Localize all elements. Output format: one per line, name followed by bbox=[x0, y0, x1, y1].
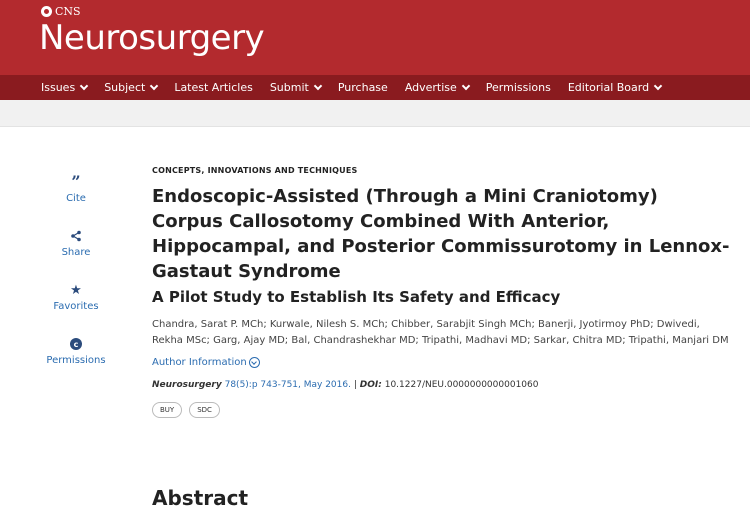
share-label: Share bbox=[61, 247, 91, 258]
chevron-down-icon bbox=[654, 82, 662, 90]
share-icon bbox=[70, 229, 82, 243]
access-tags bbox=[152, 402, 732, 418]
cite-label: Cite bbox=[66, 193, 86, 204]
buy-button[interactable]: BUY bbox=[152, 402, 182, 418]
author-information-toggle[interactable] bbox=[152, 357, 732, 368]
nav-label: Subject bbox=[104, 81, 146, 94]
nav-item-purchase[interactable] bbox=[338, 81, 388, 94]
nav-item-subject[interactable] bbox=[104, 81, 157, 94]
article-title: Endoscopic-Assisted (Through a Mini Craniotomy) Corpus Callosotomy Combined With Anterior, Hippocampal, and Posterior Commissurotomy in Lennox-Gastaut Syndrome bbox=[152, 186, 730, 282]
share-button[interactable] bbox=[40, 229, 112, 258]
main-nav bbox=[0, 75, 750, 100]
quote-icon: ” bbox=[71, 172, 81, 191]
author-list: Chandra, Sarat P. MCh; Kurwale, Nilesh S. MCh; Chibber, Sarabjit Singh MCh; Banerji, Jyotirmoy PhD; Dwivedi, Rekha MSc; Garg, Ajay MD; Bal, Chandrashekhar MD; Tripathi, Madhavi MD; Sarkar, Chitra MD; Tripathi, Manjari DM bbox=[152, 319, 729, 346]
star-icon: ★ bbox=[70, 282, 82, 298]
chevron-down-icon bbox=[314, 82, 322, 90]
nav-item-latest-articles[interactable] bbox=[174, 81, 253, 94]
article-tools bbox=[40, 172, 112, 391]
chevron-down-circle-icon bbox=[249, 357, 260, 368]
nav-item-editorial-board[interactable] bbox=[568, 81, 661, 94]
journal-name: Neurosurgery bbox=[152, 380, 222, 390]
nav-label: Submit bbox=[269, 81, 309, 94]
chevron-down-icon bbox=[150, 82, 158, 90]
nav-label: Editorial Board bbox=[567, 81, 650, 94]
article-section: CONCEPTS, INNOVATIONS AND TECHNIQUES bbox=[152, 166, 358, 175]
nav-label: Latest Articles bbox=[174, 81, 253, 94]
nav-item-submit[interactable] bbox=[270, 81, 321, 94]
citation-separator: | bbox=[353, 380, 357, 390]
society-name: CNS bbox=[55, 5, 81, 18]
doi-label: DOI: bbox=[359, 380, 382, 390]
copyright-icon: c bbox=[70, 337, 82, 351]
favorites-button[interactable] bbox=[40, 283, 112, 312]
permissions-button[interactable] bbox=[40, 337, 112, 366]
volume-link[interactable]: 78(5):p 743-751, May 2016. bbox=[224, 380, 351, 390]
nav-label: Advertise bbox=[404, 81, 457, 94]
sdc-button[interactable]: SDC bbox=[189, 402, 220, 418]
citation-line bbox=[152, 380, 732, 390]
society-logo[interactable] bbox=[41, 5, 81, 18]
site-header bbox=[0, 0, 750, 75]
nav-item-permissions[interactable] bbox=[486, 81, 551, 94]
cns-seal-icon bbox=[41, 6, 52, 17]
doi-value: 10.1227/NEU.0000000000001060 bbox=[384, 380, 539, 390]
article-subtitle: A Pilot Study to Establish Its Safety and Efficacy bbox=[152, 288, 561, 306]
favorites-label: Favorites bbox=[53, 301, 99, 312]
journal-brand[interactable]: Neurosurgery bbox=[39, 18, 265, 58]
chevron-down-icon bbox=[462, 82, 470, 90]
nav-label: Issues bbox=[41, 81, 76, 94]
cite-button[interactable] bbox=[40, 172, 112, 204]
abstract-heading: Abstract bbox=[152, 486, 249, 510]
article-header bbox=[152, 166, 732, 418]
nav-item-issues[interactable] bbox=[41, 81, 87, 94]
nav-label: Permissions bbox=[485, 81, 551, 94]
nav-item-advertise[interactable] bbox=[405, 81, 469, 94]
chevron-down-icon bbox=[80, 82, 88, 90]
nav-label: Purchase bbox=[337, 81, 388, 94]
permissions-label: Permissions bbox=[46, 355, 106, 366]
sub-toolbar bbox=[0, 100, 750, 127]
author-information-label: Author Information bbox=[152, 357, 247, 368]
